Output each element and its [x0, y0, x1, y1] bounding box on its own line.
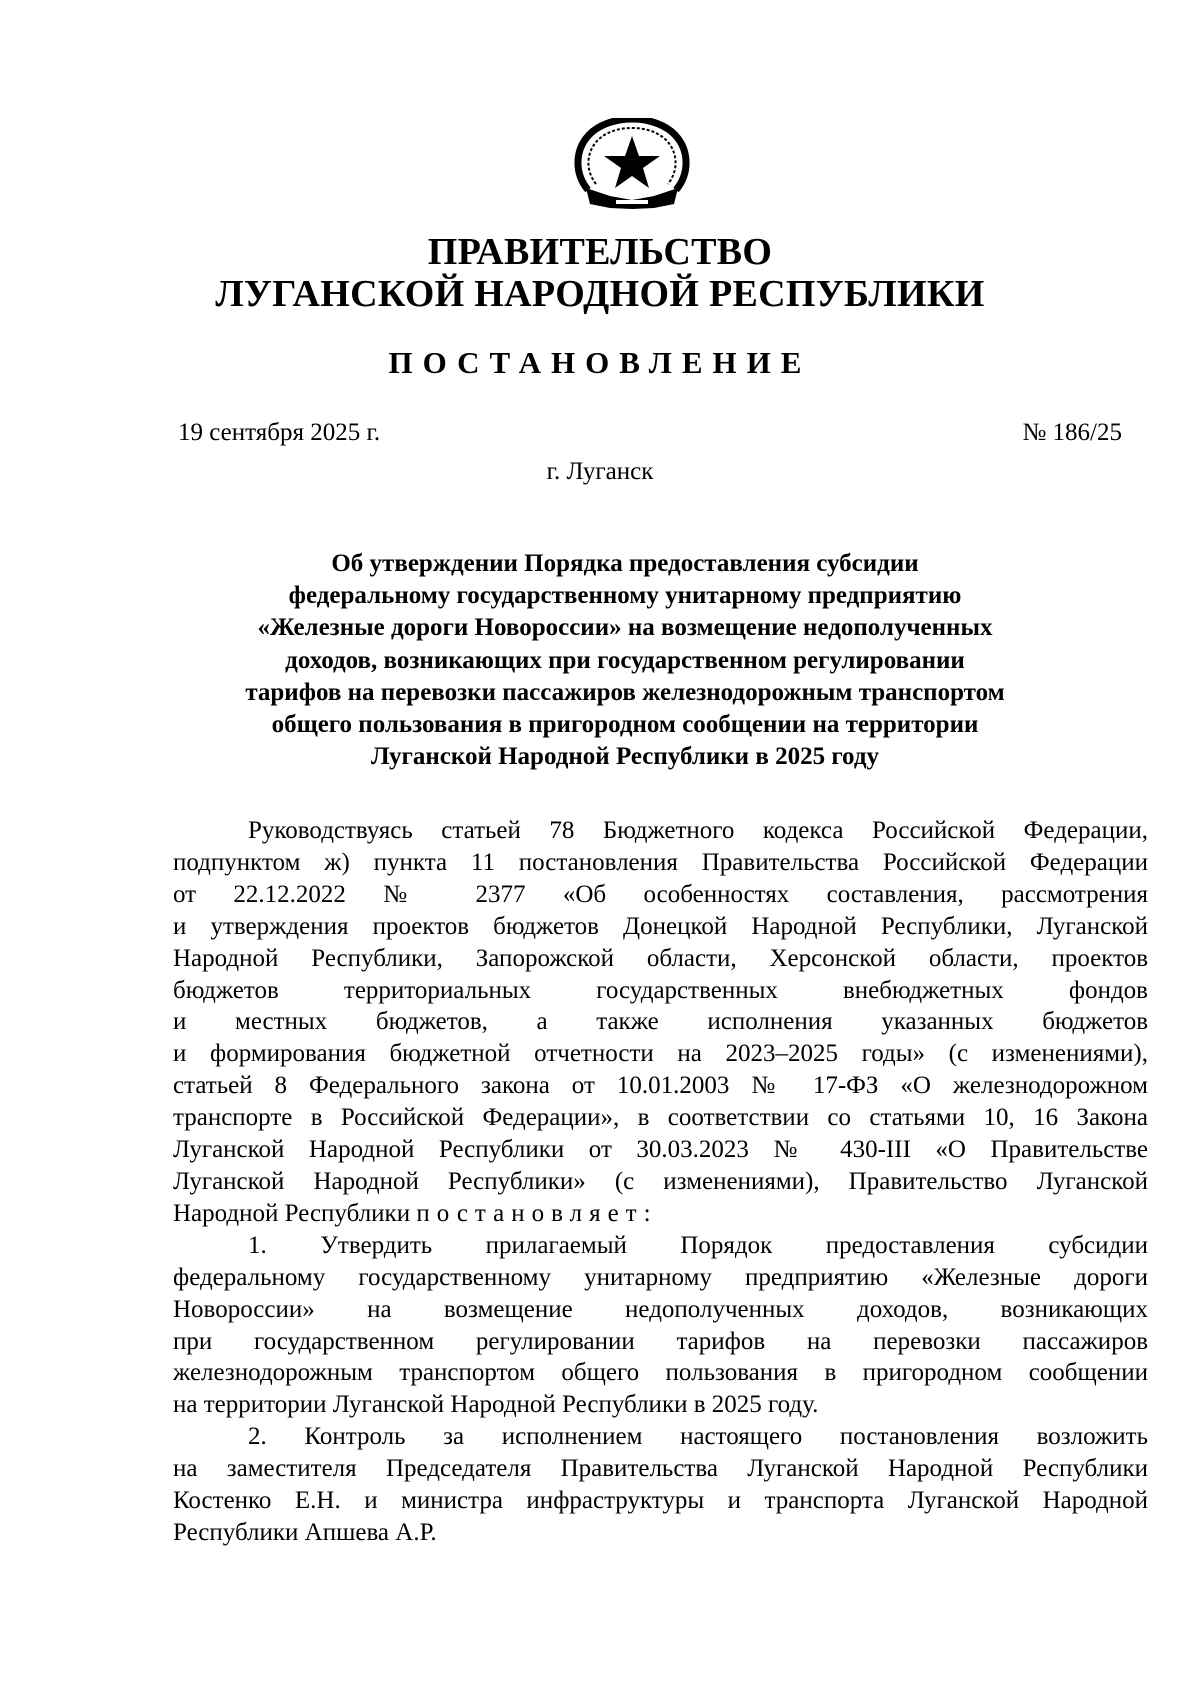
decree-subject	[170, 548, 1080, 773]
resolves-word: постановляет:	[416, 1199, 658, 1227]
government-name-line-2: ЛУГАНСКОЙ НАРОДНОЙ РЕСПУБЛИКИ	[215, 273, 985, 315]
coat-of-arms-emblem-icon	[570, 118, 695, 210]
preamble-line: и местных бюджетов, а также исполнения указанных бюджетов	[173, 1008, 1148, 1036]
subject-line: Луганской Народной Республики в 2025 году	[371, 743, 879, 771]
item-2-line: на заместителя Председателя Правительства Луганской Народной Республики	[173, 1455, 1148, 1483]
item-2-line: 2. Контроль за исполнением настоящего постановления возложить	[248, 1423, 1148, 1451]
item-1-line: железнодорожным транспортом общего пользования в пригородном сообщении	[173, 1359, 1148, 1387]
subject-line: общего пользования в пригородном сообщении на территории	[271, 711, 979, 739]
document-type-title: ПОСТАНОВЛЕНИЕ	[388, 345, 812, 380]
preamble-last-prefix: Народной Республики	[173, 1199, 411, 1227]
subject-line: федеральному государственному унитарному предприятию	[288, 582, 962, 610]
subject-line: доходов, возникающих при государственном регулировании	[285, 646, 965, 674]
subject-line: Об утверждении Порядка предоставления субсидии	[331, 550, 919, 577]
preamble-line: от 22.12.2022 № 2377 «Об особенностях составления, рассмотрения	[173, 880, 1148, 908]
preamble-line: подпунктом ж) пункта 11 постановления Правительства Российской Федерации	[173, 848, 1148, 876]
decree-date: 19 сентября 2025 г.	[178, 419, 381, 446]
item-1-line: при государственном регулировании тарифов на перевозки пассажиров	[173, 1327, 1148, 1355]
government-name-line-1: ПРАВИТЕЛЬСТВО	[427, 231, 773, 273]
preamble-line: транспорте в Российской Федерации», в соответствии со статьями 10, 16 Закона	[173, 1104, 1148, 1132]
decree-city: г. Луганск	[546, 458, 654, 485]
preamble-line: Луганской Народной Республики» (с изменениями), Правительство Луганской	[173, 1167, 1148, 1195]
preamble-line: Руководствуясь статьей 78 Бюджетного кодекса Российской Федерации,	[248, 817, 1148, 844]
item-1-line: федеральному государственному унитарному предприятию «Железные дороги	[173, 1263, 1148, 1291]
item-2-line: Республики Апшева А.Р.	[173, 1518, 437, 1546]
subject-line: «Железные дороги Новороссии» на возмещение недополученных	[257, 614, 993, 642]
preamble-line: Луганской Народной Республики от 30.03.2023 № 430-III «О Правительстве	[173, 1136, 1148, 1164]
preamble-line: и формирования бюджетной отчетности на 2023–2025 годы» (с изменениями),	[173, 1040, 1148, 1068]
preamble-line: Народной Республики, Запорожской области, Херсонской области, проектов	[173, 944, 1148, 972]
decree-body	[173, 815, 1148, 1549]
item-1-line: Новороссии» на возмещение недополученных доходов, возникающих	[173, 1295, 1148, 1323]
preamble-line: бюджетов территориальных государственных внебюджетных фондов	[173, 976, 1148, 1004]
decree-number: № 186/25	[1022, 419, 1122, 446]
item-2-line: Костенко Е.Н. и министра инфраструктуры и транспорта Луганской Народной	[173, 1487, 1148, 1515]
preamble-last-line	[173, 1198, 1148, 1230]
subject-line: тарифов на перевозки пассажиров железнодорожным транспортом	[245, 678, 1005, 706]
preamble-line: статьей 8 Федерального закона от 10.01.2003 № 17-ФЗ «О железнодорожном	[173, 1072, 1148, 1100]
preamble-line: и утверждения проектов бюджетов Донецкой Народной Республики, Луганской	[173, 912, 1148, 940]
item-1-line: на территории Луганской Народной Республики в 2025 году.	[173, 1391, 819, 1419]
item-1-line: 1. Утвердить прилагаемый Порядок предоставления субсидии	[248, 1231, 1148, 1259]
